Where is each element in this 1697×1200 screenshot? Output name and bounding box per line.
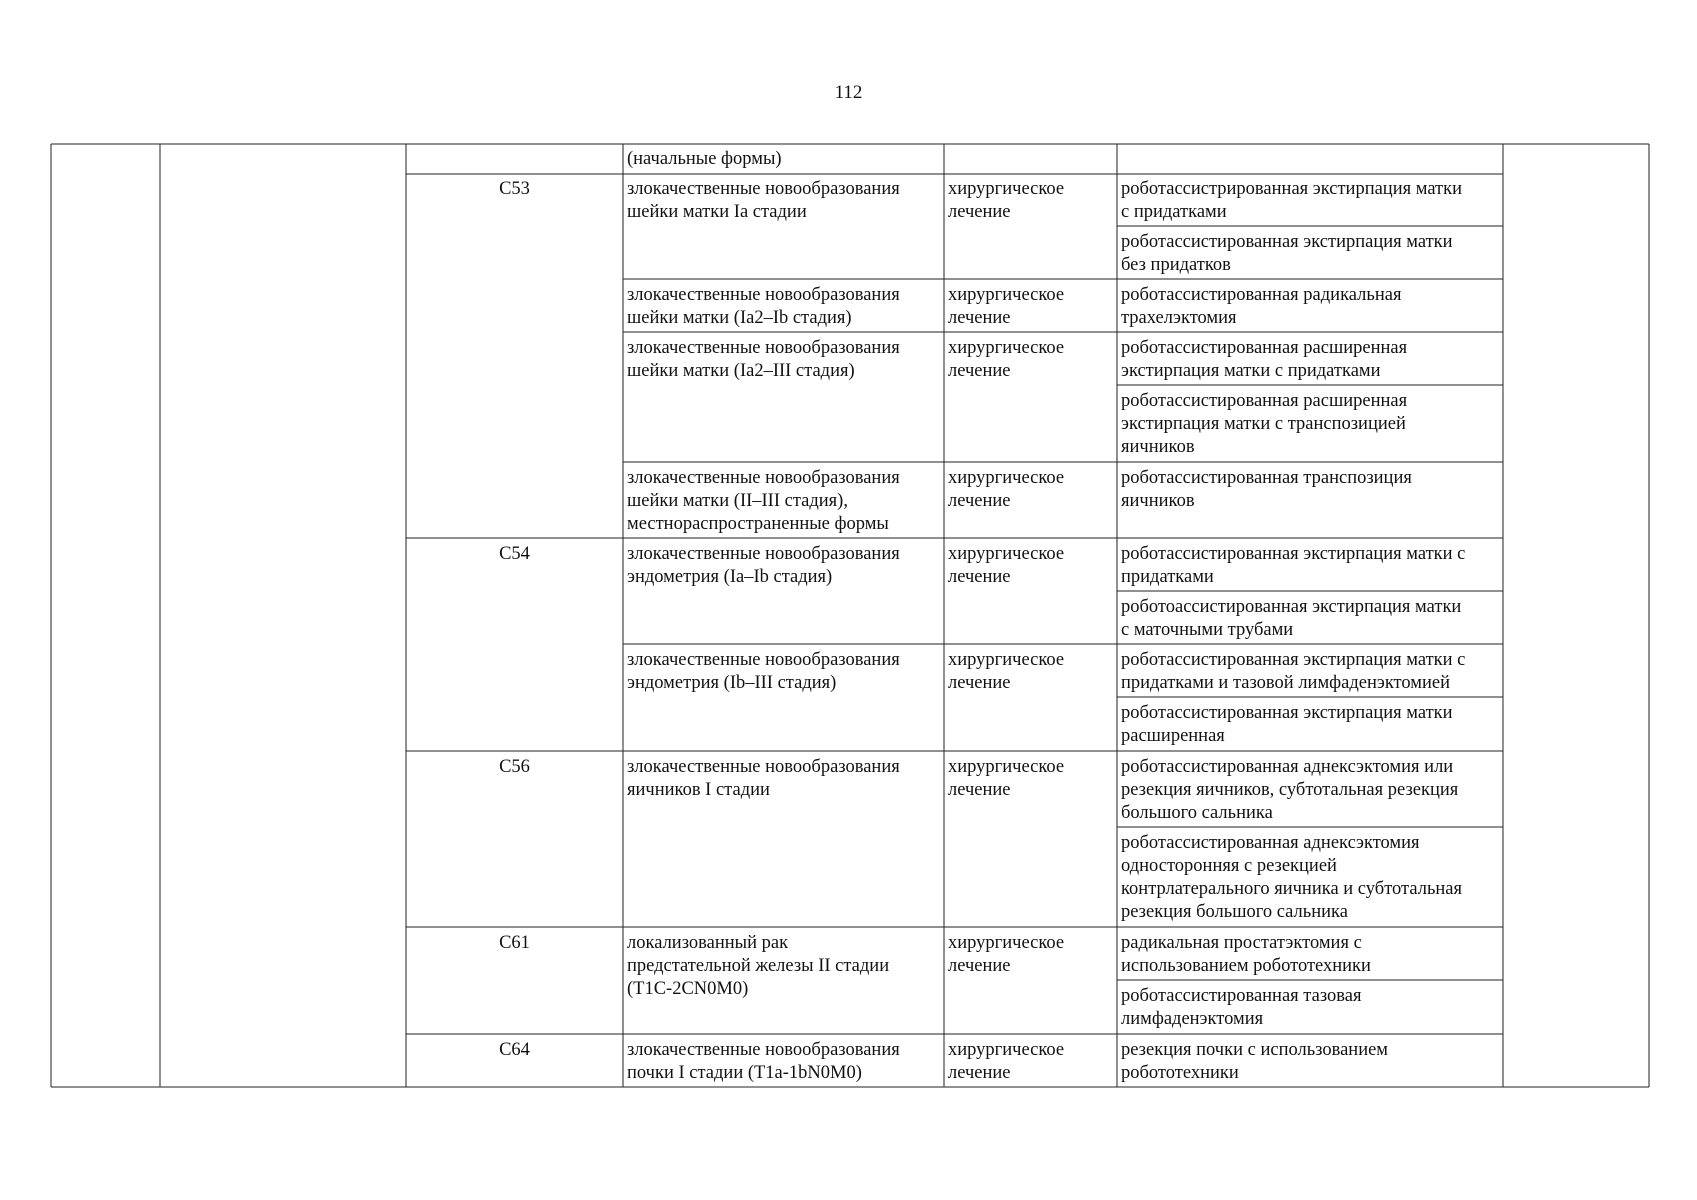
method-cell: роботассистрированная экстирпация матки с придатками	[1121, 179, 1463, 222]
method-cell: роботассистированная экстирпация матки без придатков	[1121, 232, 1453, 275]
treatment-cell: хирургическое лечение	[948, 468, 1065, 511]
method-cell: роботассистированная экстирпация матки с придатками	[1121, 544, 1466, 587]
code-cell: C64	[499, 1040, 530, 1060]
code-cell: C61	[499, 933, 530, 953]
diagnosis-cell: злокачественные новообразования шейки матки (Ia2–III стадия)	[627, 338, 900, 381]
treatment-cell: хирургическое лечение	[948, 757, 1065, 800]
diagnosis-cell: злокачественные новообразования шейки матки (II–III стадия), местнораспространенные формы	[627, 468, 900, 534]
diagnosis-cell: злокачественные новообразования почки I стадии (T1a-1bN0M0)	[627, 1040, 900, 1083]
diagnosis-cell: локализованный рак предстательной железы II стадии (T1C-2CN0M0)	[627, 933, 890, 999]
method-cell: роботассистированная радикальная трахелэктомия	[1121, 285, 1402, 328]
method-cell: роботассистированная расширенная экстирпация матки с транспозицией яичников	[1121, 391, 1408, 457]
treatment-cell: хирургическое лечение	[948, 285, 1065, 328]
method-cell: роботассистированная экстирпация матки с придатками и тазовой лимфаденэктомией	[1121, 650, 1466, 693]
method-cell: резекция почки с использованием робототехники	[1121, 1040, 1389, 1083]
code-cell: C54	[499, 544, 530, 564]
treatment-cell: хирургическое лечение	[948, 1040, 1065, 1083]
method-cell: роботассистированная транспозиция яичников	[1121, 468, 1412, 511]
method-cell: роботассистированная расширенная экстирпация матки с придатками	[1121, 338, 1408, 381]
treatment-cell: хирургическое лечение	[948, 933, 1065, 976]
method-cell: роботассистированная аднексэктомия односторонняя с резекцией контрлатерального яичника и субтотальная резекция большого сальника	[1121, 833, 1463, 922]
code-cell: C56	[499, 757, 530, 777]
method-cell: роботассистированная тазовая лимфаденэктомия	[1121, 986, 1362, 1029]
method-cell: роботассистированная аднексэктомия или резекция яичников, субтотальная резекция большого сальника	[1121, 757, 1459, 823]
diagnosis-cell: злокачественные новообразования яичников I стадии	[627, 757, 900, 800]
method-cell: роботоассистированная экстирпация матки с маточными трубами	[1121, 597, 1462, 640]
diagnosis-cell: злокачественные новообразования эндометрия (Ia–Ib стадия)	[627, 544, 900, 587]
treatment-cell: хирургическое лечение	[948, 650, 1065, 693]
method-cell: радикальная простатэктомия с использованием робототехники	[1121, 933, 1371, 976]
treatment-cell: хирургическое лечение	[948, 338, 1065, 381]
code-cell: C53	[499, 179, 530, 199]
diagnosis-cell: злокачественные новообразования эндометрия (Ib–III стадия)	[627, 650, 900, 693]
method-cell: роботассистированная экстирпация матки расширенная	[1121, 703, 1453, 746]
diagnosis-cell: злокачественные новообразования шейки матки (Ia2–Ib стадия)	[627, 285, 900, 328]
treatment-cell: хирургическое лечение	[948, 544, 1065, 587]
page-number: 112	[834, 82, 863, 103]
diagnosis-cell: (начальные формы)	[627, 149, 782, 169]
treatment-cell: хирургическое лечение	[948, 179, 1065, 222]
diagnosis-cell: злокачественные новообразования шейки матки Ia стадии	[627, 179, 900, 222]
